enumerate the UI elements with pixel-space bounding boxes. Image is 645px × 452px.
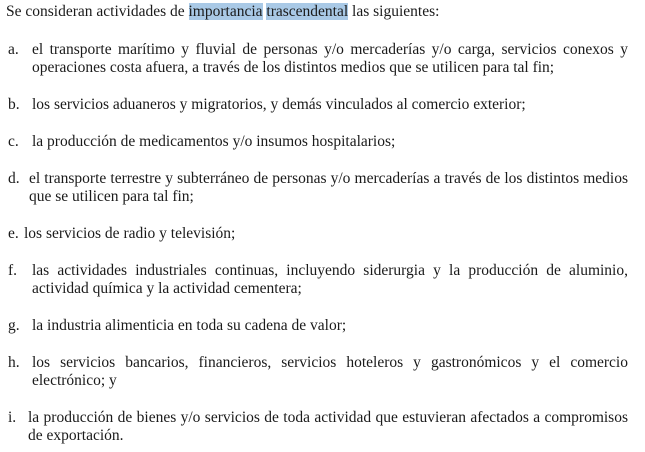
intro-text-before: Se consideran actividades de <box>6 3 189 20</box>
list-marker-i: i. <box>8 409 17 426</box>
list-item-b <box>8 96 628 114</box>
highlighted-word-trascendental[interactable]: trascendental <box>266 3 349 20</box>
list-marker-d: d. <box>8 170 20 187</box>
list-item-e <box>8 225 628 243</box>
list-text-b: los servicios aduaneros y migratorios, y demás vinculados al comercio exterior; <box>32 96 526 113</box>
list-text-f: las actividades industriales continuas, incluyendo siderurgia y la producción de aluminio, actividad química y la actividad cementera; <box>32 262 628 297</box>
list-item-c <box>8 133 628 151</box>
list-item-d <box>8 170 628 206</box>
list-item-g <box>8 317 628 335</box>
list-text-g: la industria alimenticia en toda su cadena de valor; <box>32 317 347 334</box>
list-item-h <box>8 354 628 390</box>
list-marker-g: g. <box>8 317 20 334</box>
list-text-c: la producción de medicamentos y/o insumos hospitalarios; <box>32 133 396 150</box>
highlighted-word-importancia[interactable]: importancia <box>188 3 263 20</box>
list-text-i: la producción de bienes y/o servicios de toda actividad que estuvieran afectados a compromisos de exportación. <box>28 409 628 444</box>
intro-paragraph <box>6 3 439 21</box>
list-item-a <box>8 41 628 77</box>
list-marker-e: e. <box>8 225 19 242</box>
list-marker-a: a. <box>8 41 19 58</box>
list-marker-c: c. <box>8 133 19 150</box>
list-item-f <box>8 262 628 298</box>
list-marker-h: h. <box>8 354 20 371</box>
list-text-a: el transporte marítimo y fluvial de personas y/o mercaderías y/o carga, servicios conexos y operaciones costa afuera, a través de los distintos medios que se utilicen para tal fin; <box>32 41 628 76</box>
intro-text-after: las siguientes: <box>348 3 440 20</box>
list-marker-f: f. <box>8 262 18 279</box>
list-text-e: los servicios de radio y televisión; <box>24 225 236 242</box>
list-marker-b: b. <box>8 96 20 113</box>
list-text-h: los servicios bancarios, financieros, servicios hoteleros y gastronómicos y el comercio electrónico; y <box>32 354 628 389</box>
list-text-d: el transporte terrestre y subterráneo de personas y/o mercaderías a través de los distintos medios que se utilicen para tal fin; <box>29 170 628 205</box>
list-item-i <box>8 409 628 445</box>
